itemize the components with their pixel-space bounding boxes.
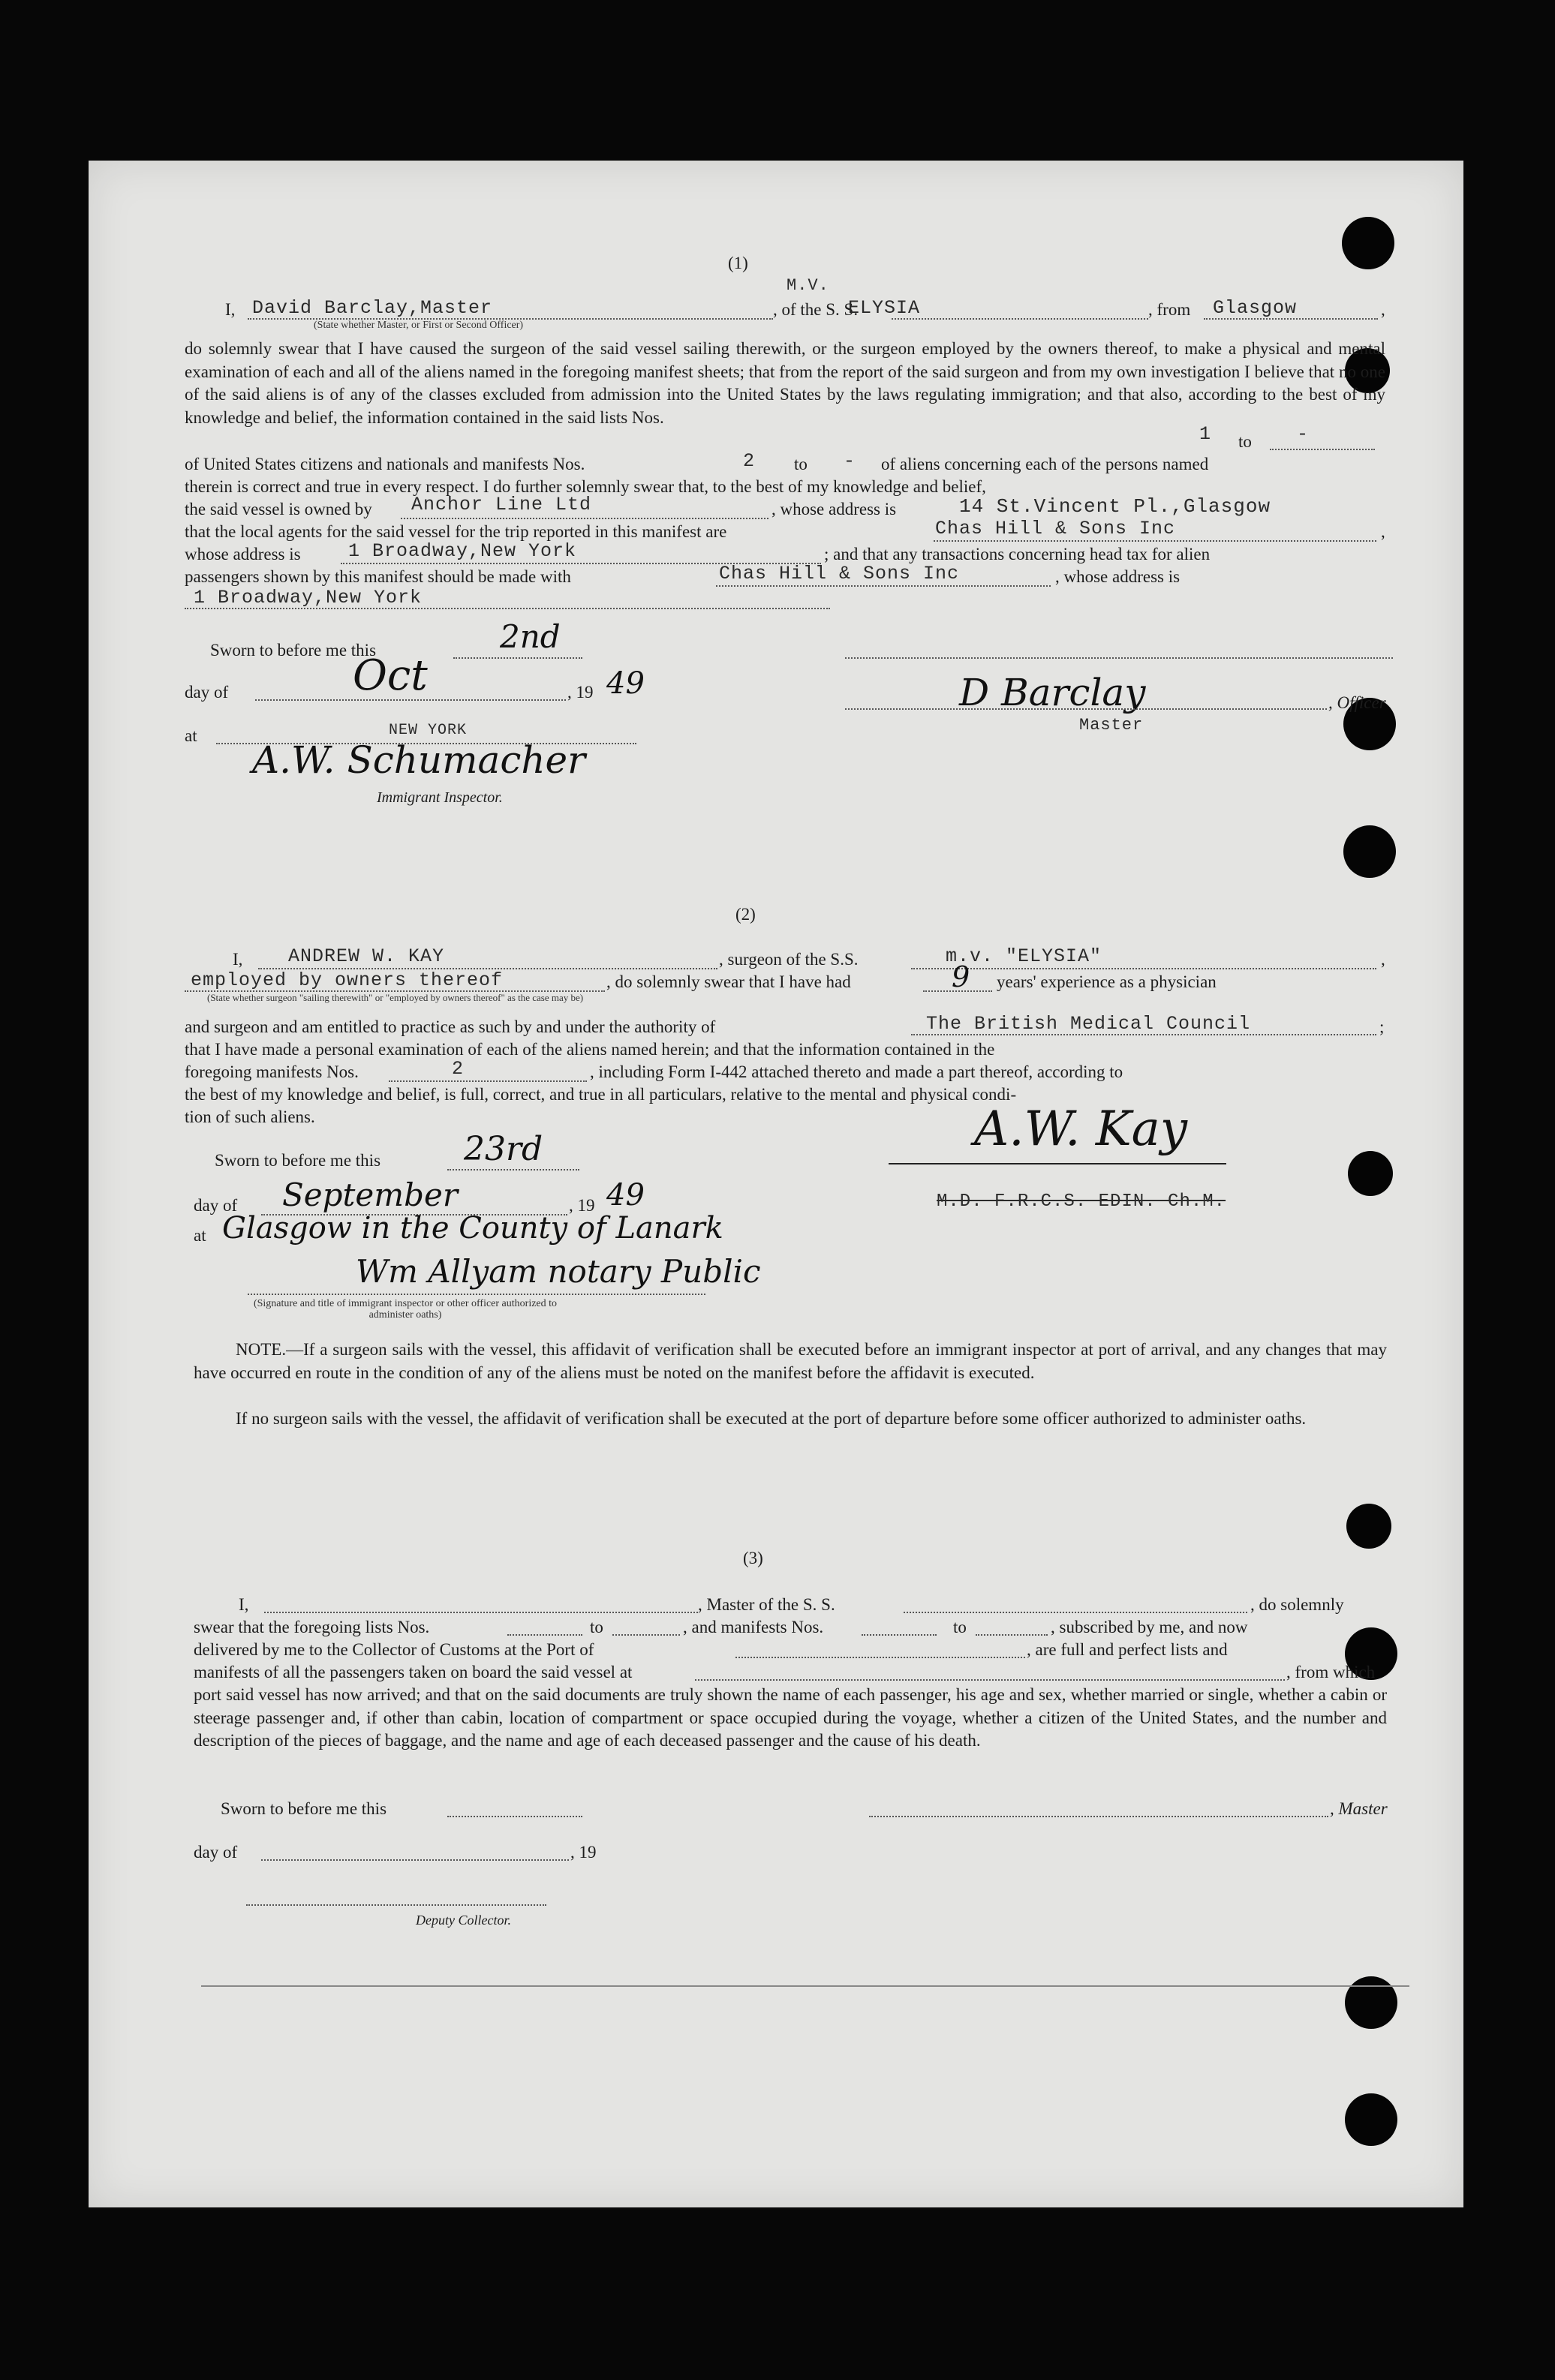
field-note: (State whether surgeon "sailing therewith" or "employed by owners thereof" as the case may be): [207, 992, 584, 1003]
fill-line: [389, 1080, 587, 1082]
notary-note-text: (Signature and title of immigrant inspector or other officer authorized to administer oaths): [253, 1298, 558, 1321]
sworn-place: NEW YORK: [389, 722, 468, 739]
fill-line: [911, 1034, 1376, 1035]
signature-line: [869, 1816, 1328, 1817]
label: years' experience as a physician: [997, 972, 1217, 991]
fill-line: [453, 657, 582, 659]
label: Sworn to before me this: [210, 641, 377, 660]
medical-authority: The British Medical Council: [926, 1013, 1251, 1035]
fill-line: [934, 540, 1376, 542]
surgeon-signature: A.W. Kay: [974, 1101, 1187, 1157]
fill-line: [716, 585, 1051, 587]
label: ,: [1381, 300, 1385, 319]
label: ,: [1381, 950, 1385, 969]
years-experience: 9: [952, 960, 970, 993]
divider: [201, 1985, 1409, 1987]
label: swear that the foregoing lists Nos.: [194, 1618, 430, 1636]
label: , 19: [567, 683, 594, 702]
label: the said vessel is owned by: [185, 500, 372, 518]
lists-from: 1: [1199, 423, 1212, 445]
master-label: , Master: [1330, 1799, 1388, 1818]
master-signature: D Barclay: [959, 671, 1146, 714]
surgeon-manifest-no: 2: [452, 1058, 465, 1080]
label: Sworn to before me this: [215, 1151, 381, 1170]
fill-line: [1270, 449, 1375, 450]
section-number: (1): [728, 254, 748, 272]
fill-line: [904, 1612, 1247, 1613]
headtax-address: 1 Broadway,New York: [194, 587, 423, 609]
label: at: [194, 1226, 206, 1245]
label: to: [953, 1618, 967, 1636]
fill-line: [447, 1816, 582, 1817]
label: I,: [233, 950, 243, 969]
fill-line: [976, 1634, 1048, 1636]
notary-note: [248, 1298, 563, 1321]
label: , of the S. S.: [773, 300, 859, 319]
deputy-collector-label: Deputy Collector.: [416, 1913, 511, 1928]
manifest-to: -: [844, 450, 856, 472]
fill-line: [735, 1657, 1025, 1658]
signature-line: [889, 1163, 1226, 1164]
label: , 19: [569, 1196, 595, 1215]
label: foregoing manifests Nos.: [185, 1062, 359, 1081]
label: of United States citizens and nationals and manifests Nos.: [185, 455, 585, 473]
note-paragraph: If no surgeon sails with the vessel, the affidavit of verification shall be executed at the port of departure before some officer authorized to administer oaths.: [236, 1409, 1307, 1428]
section-number: (3): [743, 1549, 763, 1567]
surgeon-employment: employed by owners thereof: [191, 969, 504, 991]
manifest-from: 2: [743, 450, 756, 472]
manifest-page: [89, 161, 1463, 2207]
fill-line: [447, 1169, 579, 1170]
label: , from: [1148, 300, 1191, 319]
label: passengers shown by this manifest should be made with: [185, 567, 571, 586]
fill-line: [695, 1679, 1285, 1681]
label: that I have made a personal examination of each of the aliens named herein; and that the information contained in the: [185, 1040, 995, 1059]
surgeon-name: ANDREW W. KAY: [288, 945, 445, 967]
punch-hole: [1345, 1976, 1397, 2029]
label: , subscribed by me, and now: [1051, 1618, 1248, 1636]
label: of aliens concerning each of the persons named: [881, 455, 1209, 473]
owner-address: 14 St.Vincent Pl.,Glasgow: [959, 495, 1271, 518]
vessel-type-note: M.V.: [787, 276, 829, 295]
inspector-signature: A.W. Schumacher: [252, 738, 586, 782]
label: ;: [1379, 1017, 1385, 1036]
label: , including Form I-442 attached thereto and made a part thereof, according to: [590, 1062, 1123, 1081]
vessel-name: ELYSIA: [848, 297, 921, 319]
fill-line: [862, 1634, 937, 1636]
label: I,: [239, 1595, 249, 1614]
fill-line: [261, 1859, 569, 1861]
punch-hole: [1343, 825, 1396, 878]
fill-line: [1204, 318, 1378, 320]
master-name: David Barclay,Master: [252, 297, 493, 319]
inspector-title: Immigrant Inspector.: [377, 789, 503, 806]
punch-hole: [1345, 2093, 1397, 2146]
fill-line: [612, 1634, 680, 1636]
sworn-day: 2nd: [500, 618, 561, 655]
label: delivered by me to the Collector of Customs at the Port of: [194, 1640, 594, 1659]
fill-line: [923, 990, 992, 992]
departure-port: Glasgow: [1213, 297, 1298, 319]
label: , whose address is: [1055, 567, 1181, 586]
note-paragraph: NOTE.—If a surgeon sails with the vessel, this affidavit of verification shall be executed before an immigrant inspector at port of arrival, and any changes that may have occurred en route in the condition of any of the aliens must be noted on the manifest before the affidavit is executed.: [194, 1340, 1387, 1382]
agents-address: 1 Broadway,New York: [348, 540, 577, 562]
local-agents: Chas Hill & Sons Inc: [935, 518, 1176, 539]
label: that the local agents for the said vessel for the trip reported in this manifest are: [185, 522, 727, 541]
sworn-day: 23rd: [464, 1130, 543, 1168]
surgeon-vessel: m.v. "ELYSIA": [946, 945, 1102, 967]
sworn-place: Glasgow in the County of Lanark: [222, 1211, 723, 1246]
label: to: [590, 1618, 603, 1636]
label: tion of such aliens.: [185, 1107, 315, 1126]
fill-line: [911, 968, 1376, 969]
fill-line: [892, 318, 1148, 320]
label: to: [794, 455, 808, 473]
signature-line: [845, 708, 1327, 710]
label: , whose address is: [771, 500, 897, 518]
label: therein is correct and true in every respect. I do further solemnly swear that, to the best of my knowledge and belief,: [185, 477, 986, 496]
signature-line: [845, 657, 1393, 659]
oath-body: port said vessel has now arrived; and that on the said documents are truly shown the name of each passenger, his age and sex, whether married or single, whether a cabin or steerage passenger and, if other than cabin, location of compartment or space occupied during the voyage, whether a citizen of the United States, and the number and description of the pieces of baggage, and the name and age of each deceased passenger and the cause of his death.: [194, 1685, 1387, 1750]
label: day of: [194, 1196, 238, 1215]
officer-label: , Officer: [1328, 693, 1386, 712]
field-note: (State whether Master, or First or Second Officer): [314, 320, 524, 331]
label: Sworn to before me this: [221, 1799, 387, 1818]
sworn-year: 49: [606, 1178, 645, 1213]
punch-hole: [1348, 1151, 1393, 1196]
sworn-year: 49: [606, 666, 645, 701]
master-title: Master: [1079, 716, 1144, 735]
label: the best of my knowledge and belief, is full, correct, and true in all particulars, relative to the mental and physical condi-: [185, 1085, 1017, 1104]
affidavit-line: I,: [225, 300, 236, 319]
label: to: [1238, 432, 1252, 451]
label: , do solemnly swear that I have had: [606, 972, 851, 991]
fill-line: [264, 1612, 698, 1613]
punch-hole: [1346, 1504, 1391, 1549]
signature-line: [248, 1294, 705, 1295]
surgeon-degrees: M.D. F.R.C.S. EDIN. Ch.M.: [937, 1192, 1226, 1212]
label: ,: [1381, 522, 1385, 541]
sworn-month: September: [282, 1176, 458, 1213]
punch-hole: [1342, 217, 1394, 269]
notary-signature: Wm Allyam notary Public: [356, 1253, 761, 1290]
label: , Master of the S. S.: [698, 1595, 835, 1614]
label: manifests of all the passengers taken on board the said vessel at: [194, 1663, 633, 1681]
owner-name: Anchor Line Ltd: [411, 494, 592, 515]
fill-line: [507, 1634, 582, 1636]
label: day of: [185, 683, 229, 702]
label: , are full and perfect lists and: [1027, 1640, 1228, 1659]
label: , surgeon of the S.S.: [719, 950, 859, 969]
label: , from which: [1286, 1663, 1376, 1681]
fill-line: [185, 608, 830, 609]
headtax-party: Chas Hill & Sons Inc: [719, 563, 960, 584]
label: , do solemnly: [1250, 1595, 1344, 1614]
oath-body: do solemnly swear that I have caused the surgeon of the said vessel sailing therewith, or the surgeon employed by the owners thereof, to make a physical and mental examination of each and all of the aliens named in the foregoing manifest sheets; that from the report of the said surgeon and from my own investigation I believe that no one of the said aliens is of any of the classes excluded from admission into the United States by the laws regulating immigration; and that also, according to the best of my knowledge and belief, the information contained in the said lists Nos.: [185, 339, 1385, 427]
signature-line: [246, 1904, 546, 1906]
fill-line: [401, 518, 768, 519]
section-number: (2): [735, 905, 756, 924]
label: ; and that any transactions concerning head tax for alien: [824, 545, 1211, 563]
label: and surgeon and am entitled to practice as such by and under the authority of: [185, 1017, 716, 1036]
label: , 19: [570, 1843, 597, 1862]
fill-line: [255, 699, 566, 701]
sworn-month: Oct: [353, 651, 428, 700]
label: day of: [194, 1843, 238, 1862]
label: whose address is: [185, 545, 301, 563]
label: at: [185, 726, 197, 745]
lists-to: -: [1297, 423, 1310, 445]
label: , and manifests Nos.: [683, 1618, 824, 1636]
